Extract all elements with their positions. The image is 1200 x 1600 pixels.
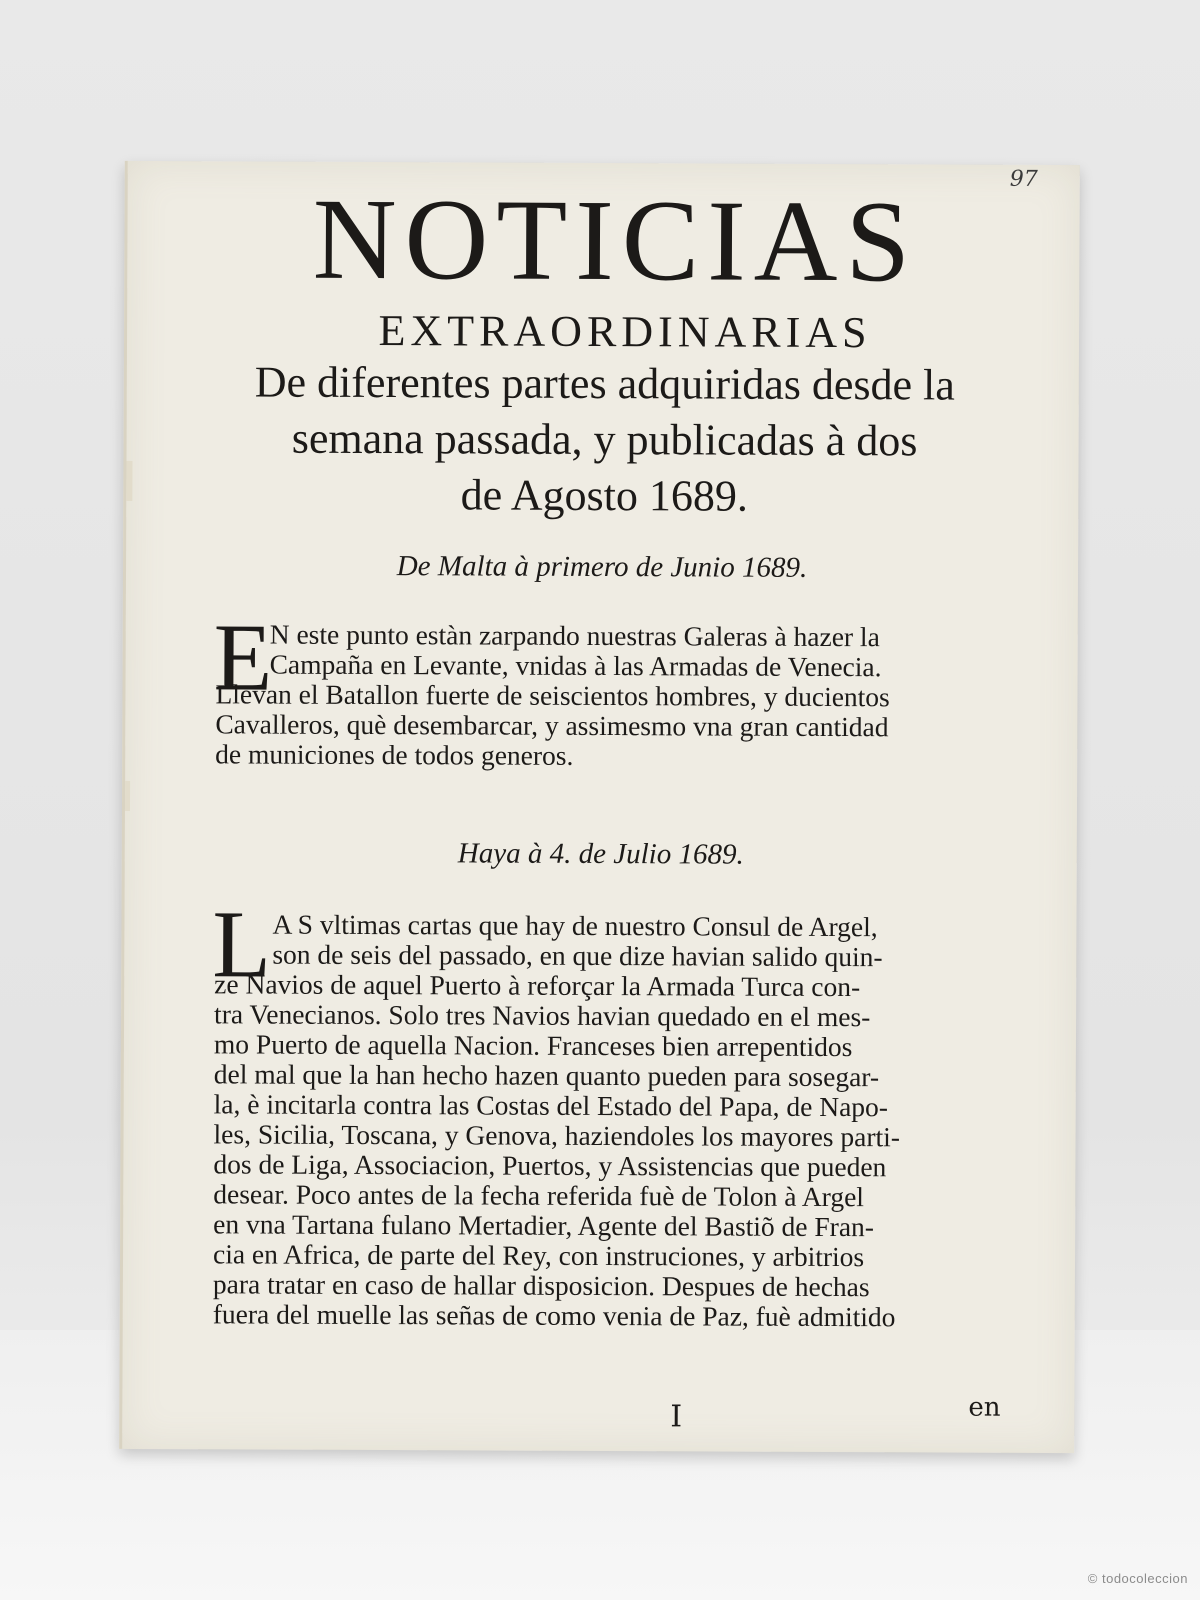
catchword: en: [968, 1392, 1001, 1423]
text-line: en vna Tartana fulano Mertadier, Agente del Bastiõ de Fran-: [213, 1208, 875, 1243]
text-line: son de seis del passado, en que dize havian salido quin-: [272, 938, 883, 973]
section-heading-haya: Haya à 4. de Julio 1689.: [457, 837, 744, 871]
headline: [204, 354, 1005, 525]
text-line: de municiones de todos generos.: [215, 738, 574, 771]
section-heading-malta: De Malta à primero de Junio 1689.: [396, 550, 808, 584]
text-line: Llevan el Batallon fuerte de seiscientos hombres, y ducientos: [215, 678, 890, 713]
text-line: del mal que la han hecho hazen quanto pueden para sosegar-: [213, 1058, 880, 1093]
folio-number: 97: [1009, 166, 1038, 192]
text-line: Campaña en Levante, vnidas à las Armadas de Venecia.: [269, 648, 882, 683]
text-line: fuera del muelle las señas de como venia de Paz, fuè admitido: [212, 1298, 896, 1333]
drop-cap: L: [212, 890, 272, 998]
text-line: ze Navios de aquel Puerto à reforçar la Armada Turca con-: [214, 968, 861, 1003]
text-line: Cavalleros, què desembarcar, y assimesmo vna gran cantidad: [215, 708, 889, 743]
text-line: desear. Poco antes de la fecha referida fuè de Tolon à Argel: [213, 1178, 865, 1213]
watermark: © todocoleccion: [1087, 1571, 1188, 1586]
text-line: para tratar en caso de hallar disposicion. Despues de hechas: [212, 1268, 870, 1303]
text-line: cia en Africa, de parte del Rey, con instruciones, y arbitrios: [212, 1238, 865, 1273]
text-line: la, è incitarla contra las Costas del Estado del Papa, de Napo-: [213, 1088, 889, 1123]
page-subtitle: EXTRAORDINARIAS: [378, 306, 872, 358]
torn-edge-mark: [126, 461, 132, 501]
text-line: N este punto estàn zarpando nuestras Galeras à hazer la: [269, 618, 880, 653]
headline-line: semana passada, y publicadas à dos: [291, 413, 918, 466]
page-title: NOTICIAS: [312, 175, 919, 307]
drop-cap: E: [213, 603, 273, 711]
signature-mark: I: [670, 1399, 683, 1435]
text-line: tra Venecianos. Solo tres Navios havian quedado en el mes-: [214, 998, 871, 1033]
headline-line: de Agosto 1689.: [460, 470, 749, 521]
text-line: A S vltimas cartas que hay de nuestro Consul de Argel,: [272, 908, 878, 943]
text-line: dos de Liga, Associacion, Puertos, y Assistencias que pueden: [213, 1148, 887, 1183]
text-line: les, Sicilia, Toscana, y Genova, haziendoles los mayores parti-: [213, 1118, 901, 1153]
torn-edge-mark: [125, 781, 130, 811]
newspaper-page: [119, 161, 1080, 1453]
text-line: mo Puerto de aquella Nacion. Franceses bien arrepentidos: [213, 1028, 853, 1063]
section-body-haya: [213, 909, 901, 1332]
section-body-malta: [215, 619, 890, 772]
headline-line: De diferentes partes adquiridas desde la: [254, 357, 955, 410]
